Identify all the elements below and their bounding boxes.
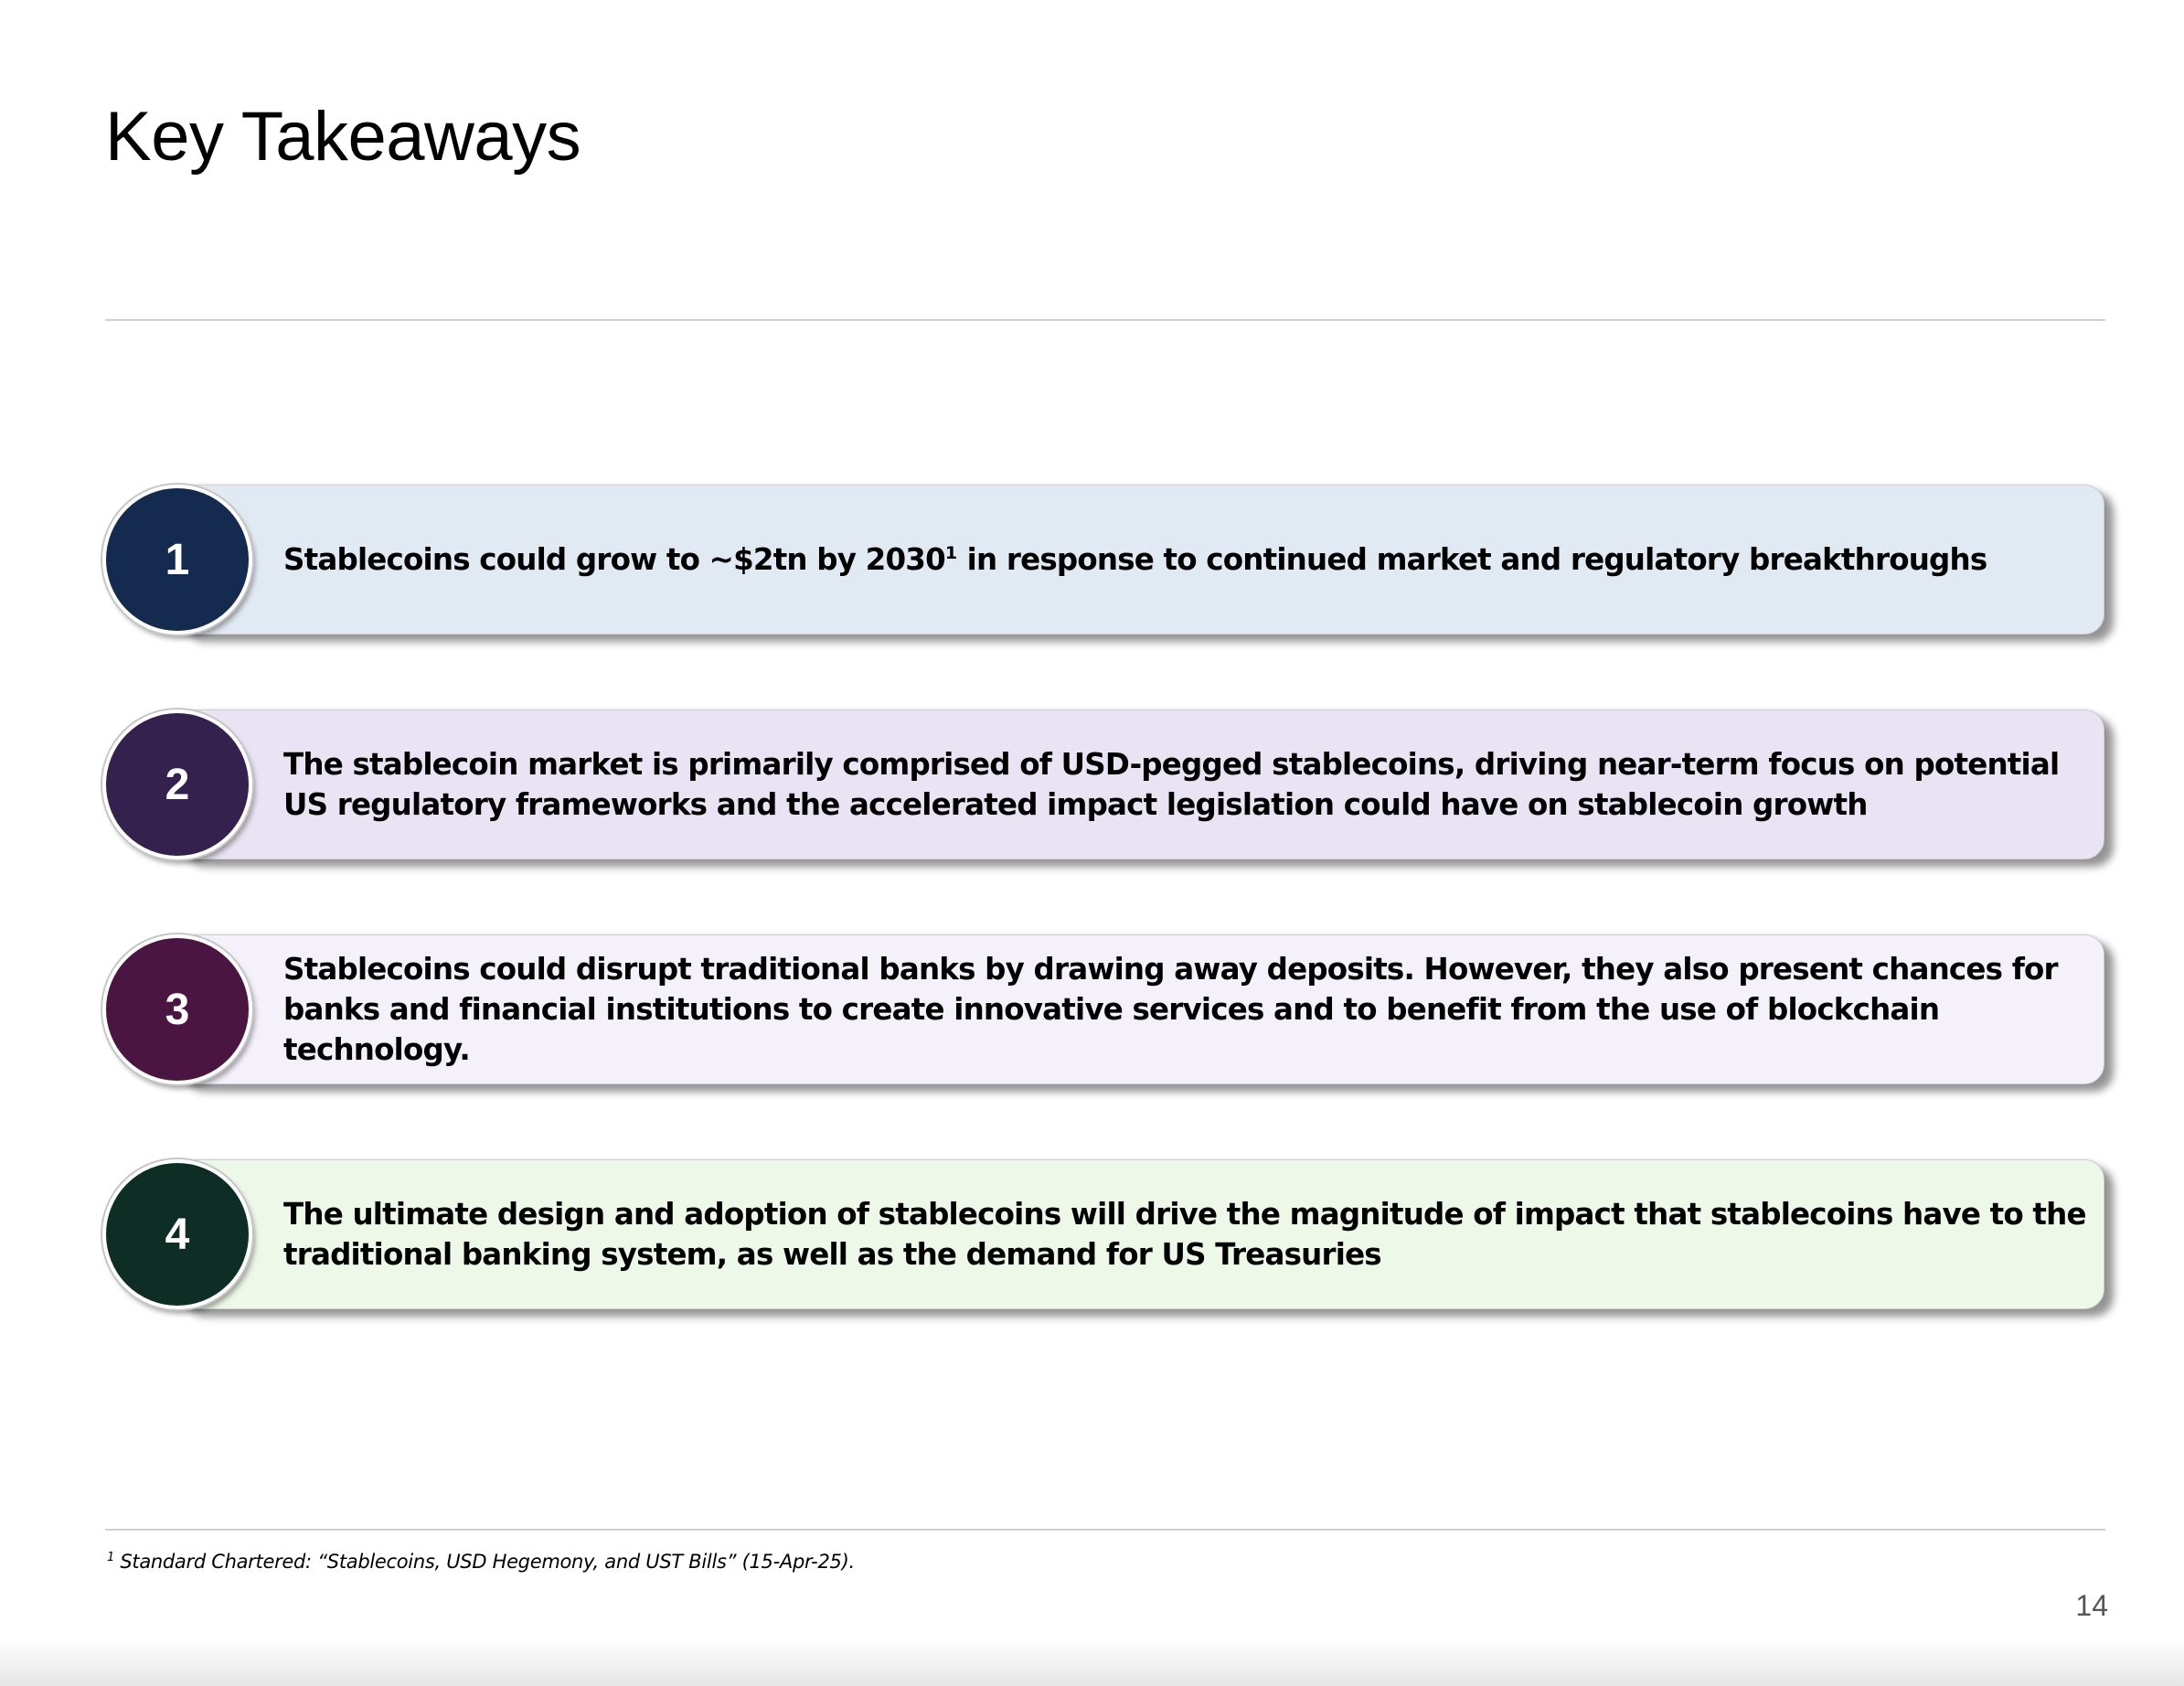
footnote [107, 1551, 855, 1573]
footer-divider [105, 1529, 2105, 1531]
number-badge: 1 [102, 485, 252, 635]
takeaway-text-main: Stablecoins could grow to ~$2tn by 2030 [283, 542, 945, 577]
takeaway-text-body: The ultimate design and adoption of stablecoins will drive the magnitude of impact that stablecoins have to the traditional banking system, as well as the demand for US Treasuries [283, 1197, 2086, 1272]
takeaway-item-2 [102, 710, 2112, 863]
slide-title: Key Takeaways [105, 98, 581, 176]
footnote-marker: 1 [107, 1551, 114, 1564]
title-divider [105, 319, 2105, 321]
number-badge: 4 [102, 1159, 252, 1309]
takeaway-item-4 [102, 1159, 2112, 1313]
footnote-reference: 1 [944, 543, 958, 564]
takeaway-item-3 [102, 934, 2112, 1088]
takeaway-text [283, 934, 2093, 1084]
viewer-bottom-edge [0, 1637, 2184, 1686]
number-badge: 2 [102, 710, 252, 859]
footnote-text: Standard Chartered: “Stablecoins, USD Hegemony, and UST Bills” (15-Apr-25). [113, 1551, 855, 1573]
number-badge: 3 [102, 934, 252, 1084]
takeaway-text [283, 1159, 2093, 1309]
takeaway-text-rest: in response to continued market and regulatory breakthroughs [957, 542, 1987, 577]
takeaway-item-1 [102, 485, 2112, 638]
takeaway-text-body: Stablecoins could disrupt traditional banks by drawing away deposits. However, they also present chances for banks and financial institutions to create innovative services and to benefit from the use of blockchain technology. [283, 952, 2058, 1067]
takeaway-text [283, 710, 2093, 859]
takeaway-text-body: The stablecoin market is primarily comprised of USD-pegged stablecoins, driving near-term focus on potential US regulatory frameworks and the accelerated impact legislation could have on stablecoin growth [283, 747, 2060, 822]
page-number: 14 [2075, 1589, 2108, 1622]
takeaway-text [283, 485, 2093, 635]
